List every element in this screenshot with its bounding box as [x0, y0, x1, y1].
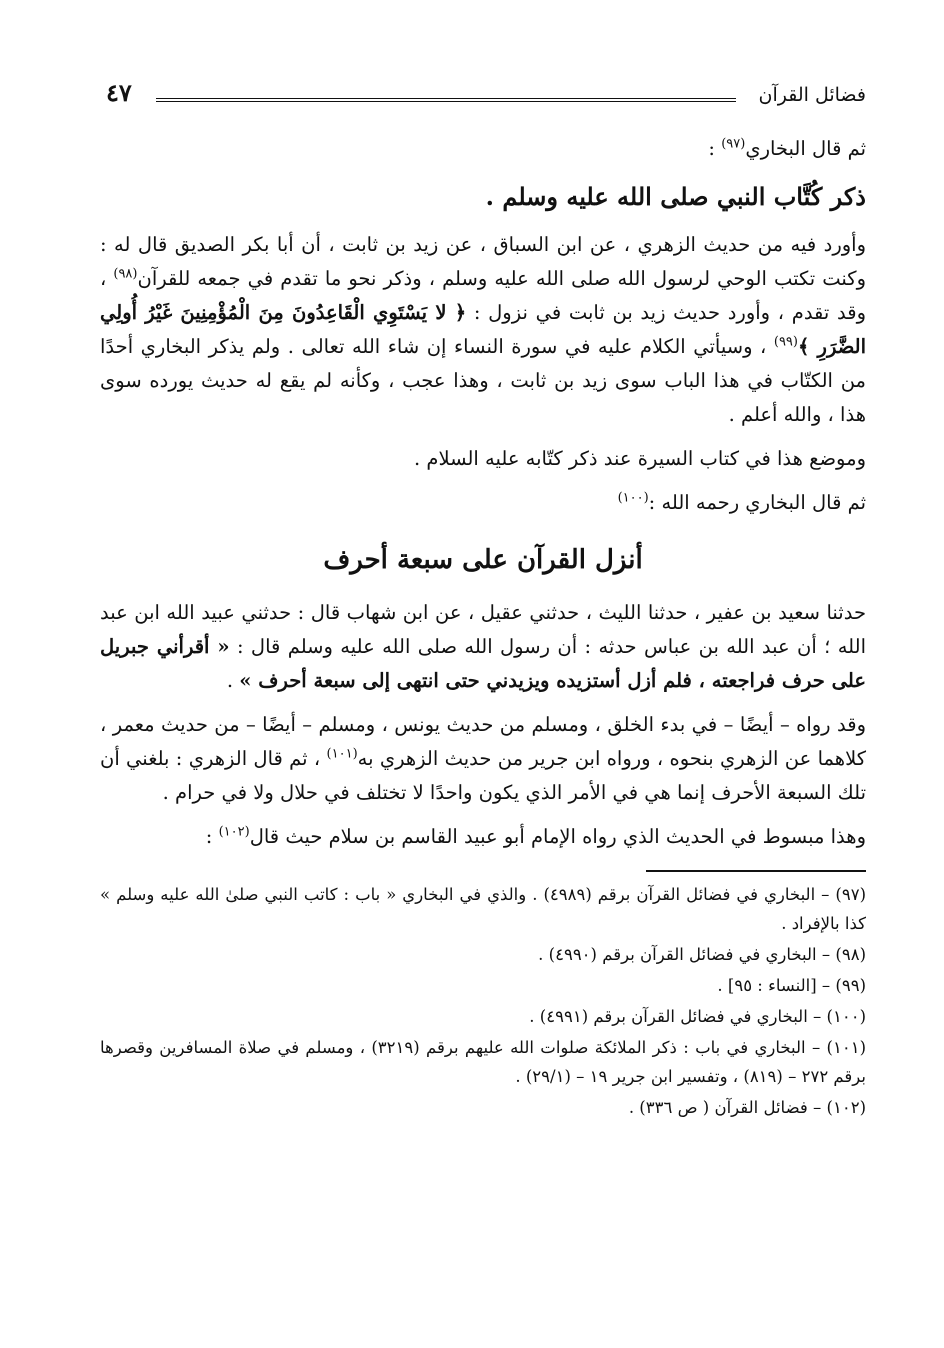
main-text — [100, 132, 866, 854]
footnote-ref-98: (٩٨) — [113, 266, 138, 282]
page-number: ٤٧ — [106, 78, 132, 107]
footnote: (٩٩) – [النساء : ٩٥] . — [717, 976, 866, 995]
paragraph-bukhari-said: ثم قال البخاري رحمه الله :$^{(١٠٠)}$ — [617, 490, 866, 514]
footnote: (١٠٢) – فضائل القرآن ( ص ٣٣٦) . — [628, 1098, 866, 1117]
footnote-ref-102: (١٠٢) — [218, 824, 250, 840]
paragraph-sira: وموضع هذا في كتاب السيرة عند ذكر كتّابه عليه السلام . — [413, 447, 866, 470]
footnote: (٩٧) – البخاري في فضائل القرآن برقم (٤٩٨٩) . والذي في البخاري « باب : كاتب النبي صلىٰ الله عليه وسلم » كذا بالإفراد . — [100, 885, 866, 933]
header-rule — [156, 98, 736, 102]
hadith-text: « أقرأني جبريل على حرف فراجعته ، فلم أزل أستزيده ويزيدني حتى انتهى إلى سبعة أحرف » — [100, 635, 866, 692]
footnote: (٩٨) – البخاري في فضائل القرآن برقم (٤٩٩٠) . — [538, 945, 866, 964]
paragraph-narrations: وقد رواه – أيضًا – في بدء الخلق ، ومسلم من حديث يونس ، ومسلم – أيضًا – من حديث معمر ، كلاهما عن الزهري بنحوه ، ورواه ابن جرير من حديث الزهري به$^{(١٠١)}$ ، ثم قال الزهري : بلغني أن تلك السبعة الأحرف إنما هي في الأمر الذي يكون واحدًا لا تختلف في حلال ولا في حرام . — [100, 713, 866, 804]
footnote: (١٠٠) – البخاري في فضائل القرآن برقم (٤٩٩١) . — [529, 1007, 866, 1026]
paragraph-intro-bukhari: ثم قال البخاري$^{(٩٧)}$ : — [708, 136, 866, 160]
footnote-separator — [646, 870, 866, 872]
footnotes — [100, 880, 866, 1122]
quran-verse: ﴿ لا يَسْتَوِي الْقَاعِدُونَ مِنَ الْمُؤْمِنِينَ غَيْرُ أُولِي الضَّرَرِ ﴾ — [100, 301, 866, 358]
chapter-heading-seven-ahruf: أنزل القرآن على سبعة أحرف — [323, 545, 643, 575]
running-head — [100, 70, 866, 114]
running-title: فضائل القرآن — [758, 84, 866, 106]
footnote-ref-97: (٩٧) — [721, 136, 746, 152]
footnote-ref-101: (١٠١) — [326, 746, 358, 762]
chapter-heading-scribes: ذكر كُتَّاب النبي صلى الله عليه وسلم . — [485, 182, 866, 211]
footnote: (١٠١) – البخاري في باب : ذكر الملائكة صلوات الله عليهم برقم (٣٢١٩) ، ومسلم في صلاة المسافرين وقصرها برقم ٢٧٢ – (٨١٩) ، وتفسير ابن جرير ١٩ – (٢٩/١) . — [100, 1038, 866, 1086]
book-page — [100, 70, 866, 1122]
footnote-ref-100: (١٠٠) — [617, 490, 649, 506]
paragraph-abu-ubaid: وهذا مبسوط في الحديث الذي رواه الإمام أبو عبيد القاسم بن سلام حيث قال$^{(١٠٢)}$ : — [205, 824, 866, 848]
paragraph-hadith: حدثنا سعيد بن عفير ، حدثنا الليث ، حدثني عقيل ، عن ابن شهاب قال : حدثني عبيد الله ابن عبد الله ؛ أن عبد الله بن عباس حدثه : أن رسول الله صلى الله عليه وسلم قال : « أقرأني جبريل على حرف فراجعته ، فلم أزل أستزيده ويزيدني حتى انتهى إلى سبعة أحرف » . — [100, 601, 866, 692]
paragraph-scribes: وأورد فيه من حديث الزهري ، عن ابن السباق ، عن زيد بن ثابت ، أن أبا بكر الصديق قال له : وكنت تكتب الوحي لرسول الله صلى الله عليه وسلم ، وذكر نحو ما تقدم في جمعه للقرآن$^{(٩٨)}$ ، وقد تقدم ، وأورد حديث زيد بن ثابت في نزول : ﴿ لا يَسْتَوِي الْقَاعِدُونَ مِنَ الْمُؤْمِنِينَ غَيْرُ أُولِي الضَّرَرِ ﴾$^{(٩٩)}$ ، وسيأتي الكلام عليه في سورة النساء إن شاء الله تعالى . ولم يذكر البخاري أحدًا من الكتّاب في هذا الباب سوى زيد بن ثابت ، وهذا عجب ، وكأنه لم يقع له حديث يورده سوى هذا ، والله أعلم . — [100, 233, 866, 426]
footnote-ref-99: (٩٩) — [773, 334, 798, 350]
